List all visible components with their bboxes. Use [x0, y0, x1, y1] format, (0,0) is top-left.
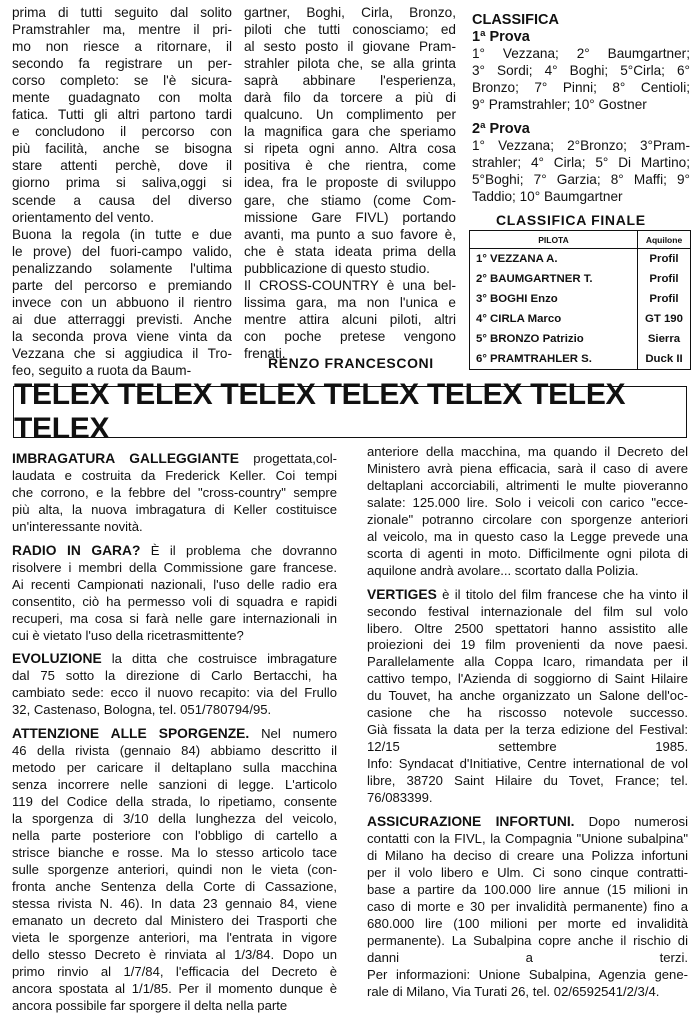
news-line: ancora possibile far sporgere il delta nella parte: [12, 997, 288, 1013]
prova2-results: [472, 138, 690, 206]
news-line: deltaplani accorciabili, altrimenti le multe pioveranno: [367, 477, 688, 493]
news-line: 680.000 lire (100 milioni per morte ed invalidità: [367, 915, 688, 931]
article-line: che è stata ideata prima della: [244, 243, 456, 259]
article-line: mo non riesce a ritornare, il: [12, 39, 232, 55]
news-line: dello stesso Decreto è rinviata al 1/3/84. Dopo un: [12, 946, 337, 962]
news-line: Ministero avrà piena efficacia, sarà il caso di avere: [367, 460, 688, 476]
news-line: stessa rivista N. 46). In data 23 gennaio 84, viene: [12, 895, 337, 911]
classifica-column: [472, 12, 690, 206]
article-line: gare, che stiamo (come Com-: [244, 192, 456, 208]
news-line: 46 della rivista (gennaio 84) abbiamo descritto il: [12, 743, 337, 759]
news-line: per il volo libero e Ulm. Ci sono cinque contratti-: [367, 864, 688, 880]
news-line: strisce bianche e rosse. Ma lo stesso articolo tace: [12, 844, 337, 860]
news-line: zionale" potranno circolare con sporgenze anteriori: [367, 511, 688, 527]
news-line: metodo per caricare il deltaplano sulla macchina: [12, 760, 337, 776]
news-line: anteriore della macchina, ma quando il Decreto del: [367, 444, 688, 459]
news-line: recuperi, ma cosa si farà nelle gare internazionali in: [12, 610, 337, 626]
article-line: più facilità, anche se bisogna: [12, 141, 232, 157]
article-line: stare attenti perchè, dove il: [12, 158, 232, 174]
news-line: cui è vietato l'uso della ricetrasmittente?: [12, 627, 244, 643]
article-line: orientamento del vento.: [12, 209, 155, 225]
news-item: [12, 651, 337, 719]
news-line: libero. Oltre 2500 spettatori hanno assistito alle: [367, 620, 688, 636]
news-line: Per informazioni: Unione Subalpina, Agenzia gene-: [367, 966, 688, 982]
news-line: proiezioni dei 19 film provenienti da nove paesi.: [367, 637, 688, 653]
news-line: danni a terzi.: [367, 949, 688, 965]
article-line: secondo fa registrare un per-: [12, 56, 232, 72]
news-column-left: [12, 451, 337, 1022]
news-item: [367, 444, 688, 580]
article-column-2: [244, 4, 456, 362]
news-line: aquilone andrà avolare... scortato dalla Polizia.: [367, 562, 639, 578]
news-line: scorta di agenti in moto. Difficilmente ogni pilota di: [367, 545, 688, 561]
news-line: libre, 38720 Saint Hilaire du Tovet, France; tel.: [367, 773, 688, 789]
result-line: Taddio; 10° Baumgartner: [472, 189, 623, 205]
result-line: 9° Pramstrahler; 10° Gostner: [472, 96, 647, 112]
news-line: contatti con la FIVL, la Compagnia "Unione subalpina": [367, 830, 688, 846]
news-line: senza incorrere nelle sanzioni di legge. L'articolo: [12, 777, 337, 793]
article-column-1: [12, 4, 232, 379]
article-line: prima di tutti seguito dal solito: [12, 5, 232, 20]
article-line: la magnifica gara che speriamo: [244, 124, 456, 140]
article-line: al sesto posto il giovane Pram-: [244, 39, 456, 55]
news-line: di Milano ha deciso di creare una Polizza infortuni: [367, 847, 688, 863]
news-line: VERTIGES è il titolo del film francese che ha vinto il: [367, 586, 688, 602]
news-line: salate: 125.000 lire. Solo i veicoli con carico "ecce-: [367, 494, 688, 510]
article-line: gartner, Boghi, Cirla, Bronzo,: [244, 5, 456, 20]
news-line: ATTENZIONE ALLE SPORGENZE. Nel numero: [12, 726, 337, 742]
news-line: consentito, ciò ha permesso voli di squadra e rapidi: [12, 593, 337, 609]
article-line: piloti che tutti conosciamo; ed: [244, 22, 456, 38]
article-line: con poche pretese vengono: [244, 328, 456, 344]
pilot-cell: 3° BOGHI Enzo: [476, 293, 558, 305]
news-line: EVOLUZIONE la ditta che costruisce imbragature: [12, 651, 337, 667]
article-line: pubblicazione di questo studio.: [244, 260, 430, 276]
article-line: giorno prima si saliva,oggi si: [12, 175, 232, 191]
pilot-cell: 2° BAUMGARTNER T.: [476, 273, 593, 285]
news-line: casione che ha riscosso notevole successo.: [367, 705, 688, 721]
news-line: 32, Castenaso, Bologna, tel. 051/780794/95.: [12, 702, 272, 718]
news-line: fronta anche Sentenza della Corte di Cassazione,: [12, 878, 337, 894]
result-line: 1° Vezzana; 2°Bronzo; 3°Pram-: [472, 138, 690, 154]
table-row: [470, 349, 691, 370]
news-line: risolvere i membri della Commissione gare francese.: [12, 559, 337, 575]
news-line: Info: Syndacat d'Initiative, Centre international de vol: [367, 756, 688, 772]
news-heading: ATTENZIONE ALLE SPORGENZE.: [12, 726, 250, 742]
news-line: ancora spostata al 1/1/85. Per il momento dunque è: [12, 980, 337, 996]
article-line: si ripeta ogni anno. Altra cosa: [244, 141, 456, 157]
article-line: parte del percorso e premiando: [12, 277, 232, 293]
glider-cell: Duck II: [637, 349, 690, 370]
article-line: lissima gara, ma non l'unica e: [244, 294, 456, 310]
article-line: mentre attira alcuni piloti, altri: [244, 311, 456, 327]
article-line: penalizzando solamente l'ultima: [12, 260, 232, 276]
news-line: laudata e costruita da Frederick Keller. Coi tempi: [12, 467, 337, 483]
pilot-cell: 4° CIRLA Marco: [476, 313, 562, 325]
article-line: Pramstrahler ma, mentre il pri-: [12, 22, 232, 38]
news-line: Già fissata la data per la terza edizione del Festival:: [367, 722, 688, 738]
news-line: che corrono, e la febbre del "cross-country" sempre: [12, 484, 337, 500]
news-heading: IMBRAGATURA GALLEGGIANTE: [12, 451, 239, 466]
table-row: [470, 249, 691, 270]
news-line: rale di Milano, Via Turati 26, tel. 02/6592541/2/3/4.: [367, 983, 660, 999]
glider-cell: Profil: [637, 269, 690, 289]
glider-cell: GT 190: [637, 309, 690, 329]
article-line: saprà abbinare l'esperienza,: [244, 73, 456, 89]
article-line: le prove) del fuori-campo valido,: [12, 243, 232, 259]
news-line: permanente). La Subalpina copre anche il rischio di: [367, 932, 688, 948]
table-row: [470, 269, 691, 289]
glider-cell: Profil: [637, 249, 690, 270]
classifica-finale-table: [469, 230, 691, 370]
news-line: vieta le sporgenze anteriori, ma l'entrata in vigore: [12, 929, 337, 945]
article-line: e concludono il percorso con: [12, 124, 232, 140]
news-line: ASSICURAZIONE INFORTUNI. Dopo numerosi: [367, 814, 688, 830]
prova1-results: [472, 46, 690, 114]
classifica-finale-title: CLASSIFICA FINALE: [496, 212, 646, 228]
article-line: qualcuno. Un complimento per: [244, 107, 456, 123]
news-line: nella parte posteriore con l'obbligo di cartello a: [12, 828, 337, 844]
article-line: fatica. Tutti gli altri partono tardi: [12, 107, 232, 123]
news-line: caso di morte e 30 per invalidità permanente) fino a: [367, 898, 688, 914]
news-line: Parallelamente alla Coppa Icaro, rimandata per il: [367, 654, 688, 670]
author-signature: RENZO FRANCESCONI: [268, 355, 434, 371]
prova2-title: 2ª Prova: [472, 121, 530, 138]
news-line: un'interessante novità.: [12, 518, 143, 534]
news-heading: ASSICURAZIONE INFORTUNI.: [367, 814, 575, 830]
news-item: [12, 543, 337, 645]
article-line: Il CROSS-COUNTRY è una bel-: [244, 277, 456, 293]
news-line: emanato un decreto dal Ministero dei Trasporti che: [12, 912, 337, 928]
telex-banner: TELEX TELEX TELEX TELEX TELEX TELEX TELEX: [13, 386, 687, 438]
article-line: avanti, ma punto a suo favore è,: [244, 226, 456, 242]
news-line: 12/15 settembre 1985.: [367, 739, 688, 755]
news-line: 119 del Codice della strada, lo ripetiamo, consente: [12, 794, 337, 810]
news-line: 76/083399.: [367, 790, 433, 806]
news-line: cambiato sede: ecco il nuovo recapito: via del Frullo: [12, 685, 337, 701]
news-line: sulle sporgenze anteriori, quindi non le vieta (con-: [12, 861, 337, 877]
article-line: scende a causa del diverso: [12, 192, 232, 208]
article-line: mente guadagnato con molta: [12, 90, 232, 106]
news-line: Ai recenti Campionati nazionali, l'uso delle radio era: [12, 576, 337, 592]
article-line: feo, seguito a ruota da Baum-: [12, 362, 192, 378]
pilot-cell: 6° PRAMTRAHLER S.: [476, 353, 592, 365]
news-item: [12, 451, 337, 536]
pilot-cell: 5° BRONZO Patrizio: [476, 333, 584, 345]
article-line: invece con un abbuono il rientro: [12, 294, 232, 310]
article-line: ai due atterraggi previsti. Anche: [12, 311, 232, 327]
article-line: frenati.: [244, 345, 286, 361]
result-line: 3° Sordi; 4° Boghi; 5°Cirla; 6°: [472, 62, 690, 78]
news-line: RADIO IN GARA? È il problema che dovranno: [12, 542, 337, 558]
article-line: missione Gare FIVL) portando: [244, 209, 456, 225]
news-heading: VERTIGES: [367, 586, 437, 602]
news-line: al veicolo, ma in questo caso la Legge prevede una: [367, 528, 688, 544]
pilot-cell: 1° VEZZANA A.: [476, 253, 558, 265]
header-pilota: PILOTA: [470, 231, 638, 249]
article-line: corso completo: se l'è sicura-: [12, 73, 232, 89]
news-line: base a partire da 100.000 lire annue (15 milioni in: [367, 881, 688, 897]
news-heading: EVOLUZIONE: [12, 651, 102, 667]
article-line: Vezzana che si aggiudica il Tro-: [12, 345, 232, 361]
article-line: positiva è che rientra, come: [244, 158, 456, 174]
article-line: darà filo da torcere a più di: [244, 90, 456, 106]
news-line: più alta, la nuova imbragatura di Keller costituisce: [12, 501, 337, 517]
table-row: [470, 289, 691, 309]
news-line: primo rinvio al 1/7/84, l'efficacia del Decreto è: [12, 963, 337, 979]
news-heading: RADIO IN GARA?: [12, 542, 141, 558]
glider-cell: Sierra: [637, 329, 690, 349]
result-line: 5°Boghi; 7° Garzia; 8° Maffi; 9°: [472, 172, 690, 188]
article-line: la seconda prova viene vinta da: [12, 328, 232, 344]
news-column-right: [367, 444, 688, 1008]
article-line: strahler pilota che, se alla grinta: [244, 56, 456, 72]
result-line: Bronzo; 7° Pinni; 8° Centioli;: [472, 79, 690, 95]
article-line: idea, fra le proposte di sviluppo: [244, 175, 456, 191]
result-line: 1° Vezzana; 2° Baumgartner;: [472, 45, 690, 61]
news-item: [367, 814, 688, 1000]
result-line: strahler; 4° Cirla; 5° Di Martino;: [472, 155, 690, 171]
news-item: [367, 587, 688, 807]
table-row: [470, 309, 691, 329]
glider-cell: Profil: [637, 289, 690, 309]
news-line: IMBRAGATURA GALLEGGIANTE progettata,col-: [12, 451, 338, 466]
news-line: du Touvet, ha anche organizzato un Salone dell'oc-: [367, 688, 688, 704]
news-line: dal 75 sotto la direzione di Carlo Bertacchi, ha: [12, 668, 337, 684]
news-line: la sporgenza di 3/10 della lunghezza del veicolo,: [12, 811, 337, 827]
table-row: [470, 329, 691, 349]
news-line: secondo festival internazionale del film sul volo: [367, 603, 688, 619]
news-item: [12, 726, 337, 1014]
prova1-title: 1ª Prova: [472, 28, 530, 45]
news-line: cattivo tempo, l'Azienda di soggiorno di Saint Hilaire: [367, 671, 688, 687]
header-aquilone: Aquilone: [637, 231, 690, 249]
classifica-title: CLASSIFICA: [472, 12, 559, 28]
article-line: Buona la regola (in tutte e due: [12, 226, 232, 242]
